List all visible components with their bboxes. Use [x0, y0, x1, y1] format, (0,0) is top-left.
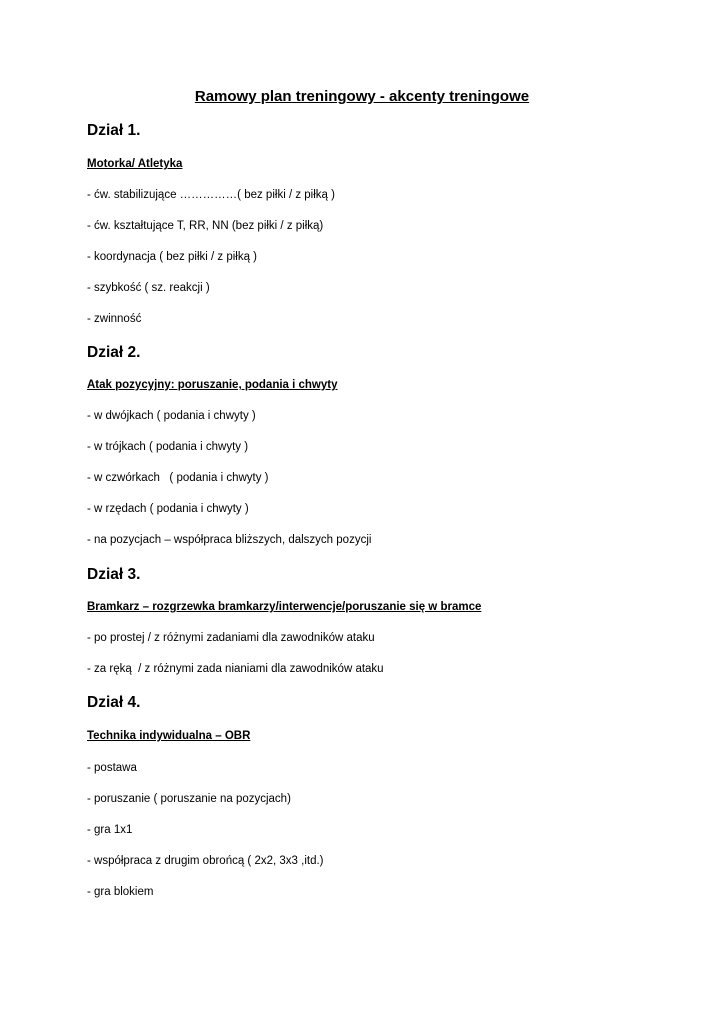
section-4-item: - poruszanie ( poruszanie na pozycjach) — [87, 793, 291, 805]
section-3-item: - za ręką / z różnymi zada nianiami dla zawodników ataku — [87, 663, 384, 675]
section-4-item: - współpraca z drugim obrońcą ( 2x2, 3x3 ,itd.) — [87, 855, 324, 867]
section-2-item: - w rzędach ( podania i chwyty ) — [87, 503, 249, 515]
document-title: Ramowy plan treningowy - akcenty treningowe — [194, 88, 530, 105]
section-4-item: - gra blokiem — [87, 886, 154, 898]
section-2-item: - w czwórkach ( podania i chwyty ) — [87, 472, 269, 484]
section-4-subheading: Technika indywidualna – OBR — [87, 730, 251, 742]
section-1-item: - szybkość ( sz. reakcji ) — [87, 282, 210, 294]
section-1-item: - koordynacja ( bez piłki / z piłką ) — [87, 251, 258, 263]
section-2-item: - w dwójkach ( podania i chwyty ) — [87, 410, 256, 422]
section-4-heading: Dział 4. — [87, 694, 141, 711]
section-2-item: - na pozycjach – współpraca bliższych, dalszych pozycji — [87, 534, 372, 546]
section-1-item: - ćw. kształtujące T, RR, NN (bez piłki / z piłką) — [87, 220, 324, 232]
section-2-heading: Dział 2. — [87, 344, 141, 361]
section-3-heading: Dział 3. — [87, 566, 141, 583]
section-2-item: - w trójkach ( podania i chwyty ) — [87, 441, 249, 453]
section-1-item: - zwinność — [87, 313, 142, 325]
section-4-item: - gra 1x1 — [87, 824, 133, 836]
section-3-subheading: Bramkarz – rozgrzewka bramkarzy/interwencje/poruszanie się w bramce — [87, 601, 482, 613]
section-1-heading: Dział 1. — [87, 122, 141, 139]
section-4-item: - postawa — [87, 762, 137, 774]
section-2-subheading: Atak pozycyjny: poruszanie, podania i chwyty — [87, 379, 338, 391]
section-1-item: - ćw. stabilizujące ……………( bez piłki / z piłką ) — [87, 189, 335, 201]
section-3-item: - po prostej / z różnymi zadaniami dla zawodników ataku — [87, 632, 375, 644]
section-1-subheading: Motorka/ Atletyka — [87, 158, 183, 170]
